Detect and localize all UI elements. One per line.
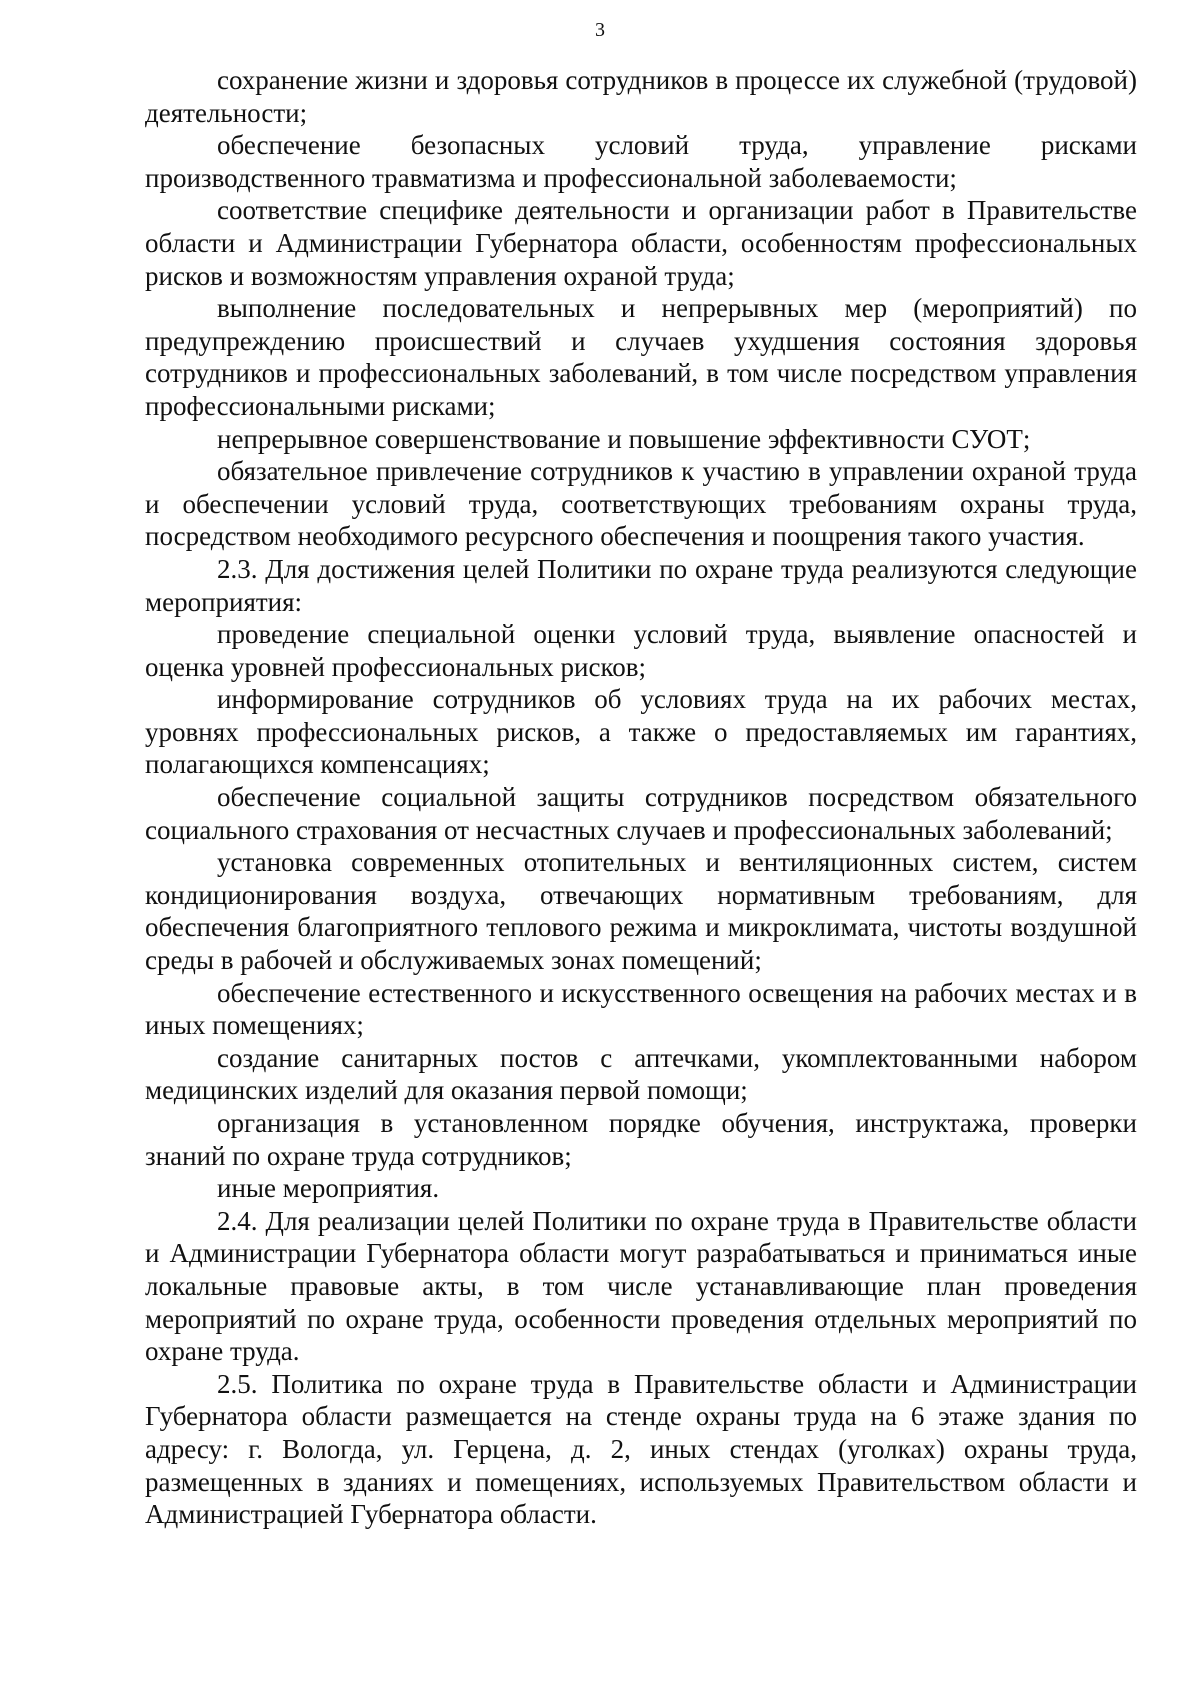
paragraph-section-2-3: 2.3. Для достижения целей Политики по охране труда реализуются следующие мероприятия: [145,553,1137,617]
paragraph-training: организация в установленном порядке обучения, инструктажа, проверки знаний по охране труда сотрудников; [145,1108,1137,1171]
paragraph-continuous-measures: выполнение последовательных и непрерывных мер (мероприятий) по предупреждению происшествий и случаев ухудшения состояния здоровья сотрудников и профессиональных заболеваний, в том числе посредством управления профессиональными рисками; [145,293,1137,421]
paragraph-special-assessment: проведение специальной оценки условий труда, выявление опасностей и оценка уровней профессиональных рисков; [145,619,1137,682]
paragraph-section-2-4: 2.4. Для реализации целей Политики по охране труда в Правительстве области и Администрации Губернатора области могут разрабатываться и приниматься иные локальные правовые акты, в том числе устанавливающие план проведения мероприятий по охране труда, особенности проведения отдельных мероприятий по охране труда. [145,1205,1137,1367]
paragraph-informing: информирование сотрудников об условиях труда на их рабочих местах, уровнях профессиональных рисков, а также о предоставляемых им гарантиях, полагающихся компенсациях; [145,684,1137,780]
page-number: 3 [595,19,605,41]
paragraph-ventilation: установка современных отопительных и вентиляционных систем, систем кондиционирования воздуха, отвечающих нормативным требованиям, для обеспечения благоприятного теплового режима и микроклимата, чистоты воздушной среды в рабочей и обслуживаемых зонах помещений; [145,847,1137,976]
paragraph-sanitary-posts: создание санитарных постов с аптечками, укомплектованными набором медицинских изделий для оказания первой помощи; [145,1042,1137,1106]
paragraph-section-2-5: 2.5. Политика по охране труда в Правительстве области и Администрации Губернатора области размещается на стенде охраны труда на 6 этаже здания по адресу: г. Вологда, ул. Герцена, д. 2, иных стендах (уголках) охраны труда, размещенных в зданиях и помещениях, используемых Правительством области и Администрацией Губернатора области. [145,1368,1137,1530]
paragraph-other-measures: иные мероприятия. [217,1173,440,1204]
paragraph-life-health: сохранение жизни и здоровья сотрудников в процессе их служебной (трудовой) деятельности; [145,65,1137,128]
paragraph-employee-involvement: обязательное привлечение сотрудников к участию в управлении охраной труда и обеспечении условий труда, соответствующих требованиям охраны труда, посредством необходимого ресурсного обеспечения и поощрения такого участия. [145,456,1137,552]
paragraph-specifics: соответствие специфике деятельности и организации работ в Правительстве области и Администрации Губернатора области, особенностям профессиональных рисков и возможностям управления охраной труда; [145,195,1137,291]
paragraph-lighting: обеспечение естественного и искусственного освещения на рабочих местах и в иных помещениях; [145,977,1137,1041]
paragraph-social-protection: обеспечение социальной защиты сотрудников посредством обязательного социального страхования от несчастных случаев и профессиональных заболеваний; [145,782,1137,845]
paragraph-suot-improvement: непрерывное совершенствование и повышение эффективности СУОТ; [217,423,1031,454]
document-body [145,64,1137,1531]
paragraph-safe-conditions: обеспечение безопасных условий труда, управление рисками производственного травматизма и профессиональной заболеваемости; [145,130,1137,193]
